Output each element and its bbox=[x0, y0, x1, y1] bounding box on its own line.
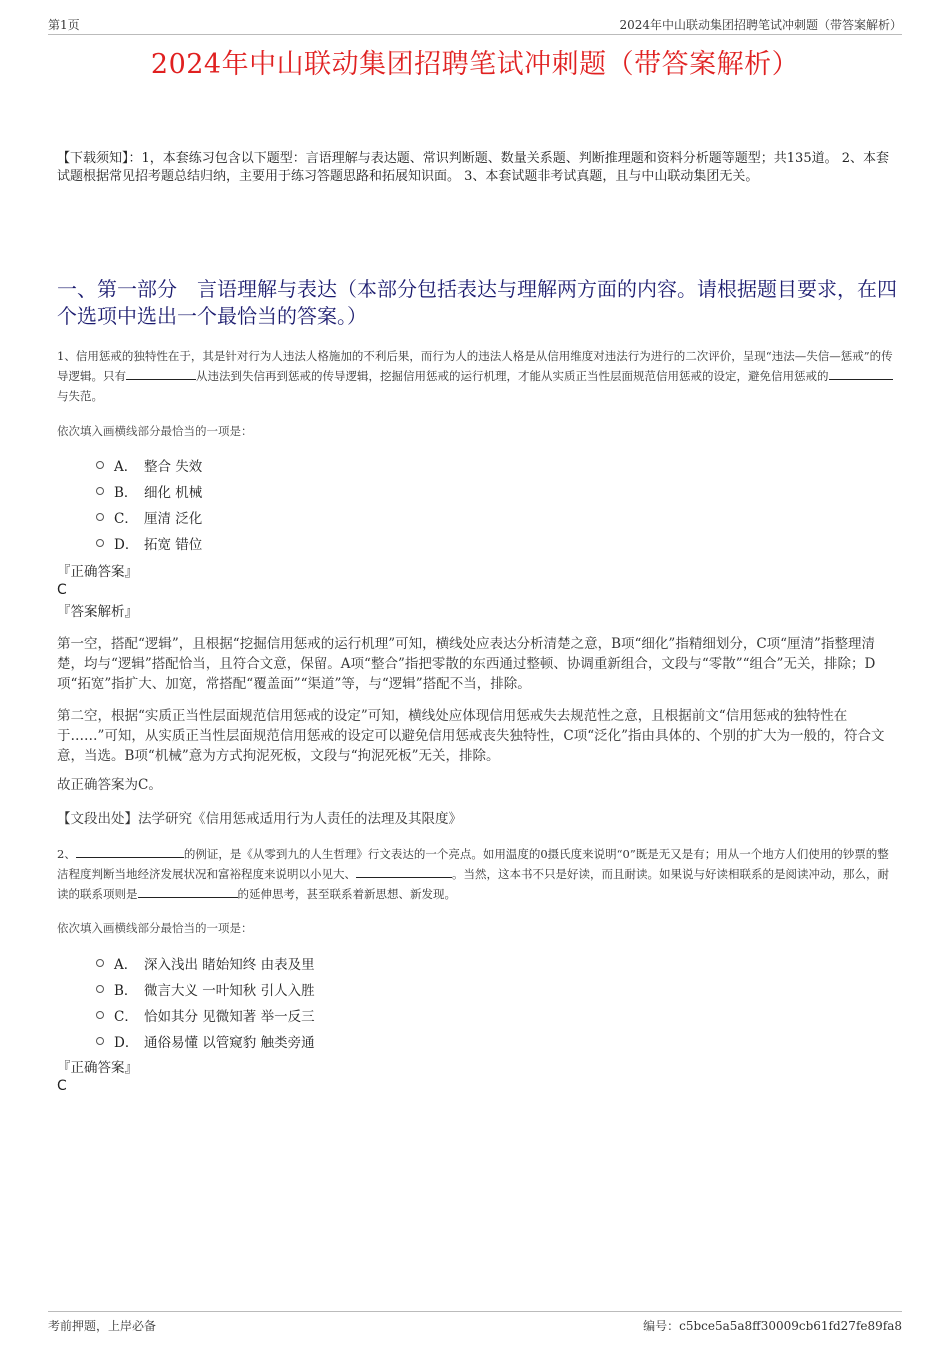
fill-blank bbox=[829, 367, 893, 380]
option-d[interactable]: D． 通俗易懂 以管窥豹 触类旁通 bbox=[96, 1028, 315, 1054]
radio-icon[interactable] bbox=[96, 461, 104, 469]
fill-blank bbox=[356, 865, 452, 878]
option-d[interactable]: D． 拓宽 错位 bbox=[96, 530, 202, 556]
footer-slogan: 考前押题，上岸必备 bbox=[48, 1319, 157, 1333]
analysis-label: 『答案解析』 bbox=[57, 604, 138, 620]
radio-icon[interactable] bbox=[96, 959, 104, 967]
radio-icon[interactable] bbox=[96, 513, 104, 521]
option-c[interactable]: C． 厘清 泛化 bbox=[96, 504, 202, 530]
question-2-prompt: 依次填入画横线部分最恰当的一项是： bbox=[57, 921, 253, 935]
fill-blank bbox=[126, 367, 196, 380]
question-1-options bbox=[96, 452, 202, 556]
analysis-paragraph-2: 第二空，根据“实质正当性层面规范信用惩戒的设定”可知，横线处应体现信用惩戒失去规范性之意，且根据前文“信用惩戒的独特性在于……”可知，从实质正当性层面规范信用惩戒的设定可以避免信用惩戒丧失独特性，C项“泛化”指由具体的、个别的扩大为一般的，符合文意，当选。B项“机械”意为方式拘泥死板，文段与“拘泥死板”无关，排除。 bbox=[57, 708, 885, 764]
option-a[interactable]: A． 整合 失效 bbox=[96, 452, 202, 478]
radio-icon[interactable] bbox=[96, 487, 104, 495]
question-1-stem: 1、信用惩戒的独特性在于，其是针对行为人违法人格施加的不利后果，而行为人的违法人格是从信用维度对违法行为进行的二次评价，呈现“违法—失信—惩戒”的传导逻辑。只有 从违法到失信再到惩戒的传导逻辑，挖掘信用惩戒的运行机理，才能从实质正当性层面规范信用惩戒的设定，避免信用惩戒的与失范。 bbox=[57, 349, 893, 403]
question-2-stem: 2、 的例证，是《从零到九的人生哲理》行文表达的一个亮点。如用温度的0摄氏度来说明“0”既是无又是有；用从一个地方人们使用的钞票的整洁程度判断当地经济发展状况和富裕程度来说明以小见大、 。当然，这本书不只是好读，而且耐读。如果说与好读相联系的是阅读冲动，那么，耐读的联系项则是 的延伸思考，甚至联系着新思想、新发现。 bbox=[57, 847, 889, 901]
page-number: 第1页 bbox=[48, 18, 80, 32]
option-a[interactable]: A． 深入浅出 睹始知终 由表及里 bbox=[96, 950, 315, 976]
answer-value: C bbox=[57, 1078, 67, 1094]
analysis-source: 【文段出处】法学研究《信用惩戒适用行为人责任的法理及其限度》 bbox=[57, 811, 462, 827]
answer-label: 『正确答案』 bbox=[57, 564, 138, 580]
page-title: 2024年中山联动集团招聘笔试冲刺题（带答案解析） bbox=[150, 49, 800, 80]
fill-blank bbox=[76, 845, 184, 858]
page-header bbox=[48, 14, 902, 35]
analysis-conclusion: 故正确答案为C。 bbox=[57, 777, 162, 793]
option-b[interactable]: B． 微言大义 一叶知秋 引人入胜 bbox=[96, 976, 315, 1002]
question-2-options bbox=[96, 950, 315, 1054]
radio-icon[interactable] bbox=[96, 539, 104, 547]
option-b[interactable]: B． 细化 机械 bbox=[96, 478, 202, 504]
document-id: 编号：c5bce5a5a8ff30009cb61fd27fe89fa8 bbox=[643, 1319, 902, 1333]
answer-label: 『正确答案』 bbox=[57, 1060, 138, 1076]
section-heading: 一、第一部分 言语理解与表达（本部分包括表达与理解两方面的内容。请根据题目要求，在四个选项中选出一个最恰当的答案。） bbox=[57, 277, 897, 328]
download-notice: 【下载须知】：1，本套练习包含以下题型：言语理解与表达题、常识判断题、数量关系题、判断推理题和资料分析题等题型；共135道。 2、本套试题根据常见招考题总结归纳，主要用于练习答题思路和拓展知识面。 3、本套试题非考试真题，且与中山联动集团无关。 bbox=[57, 151, 889, 184]
radio-icon[interactable] bbox=[96, 1011, 104, 1019]
radio-icon[interactable] bbox=[96, 1037, 104, 1045]
analysis-paragraph-1: 第一空，搭配“逻辑”，且根据“挖掘信用惩戒的运行机理”可知，横线处应表达分析清楚之意，B项“细化”指精细划分，C项“厘清”指整理清楚，均与“逻辑”搭配恰当，且符合文意，保留。A项“整合”指把零散的东西通过整顿、协调重新组合，文段与“零散”“组合”无关，排除；D项“拓宽”指扩大、加宽，常搭配“覆盖面”“渠道”等，与“逻辑”搭配不当，排除。 bbox=[57, 636, 876, 692]
page-footer bbox=[48, 1311, 902, 1338]
header-doc-title: 2024年中山联动集团招聘笔试冲刺题（带答案解析） bbox=[619, 18, 902, 32]
fill-blank bbox=[138, 885, 238, 898]
radio-icon[interactable] bbox=[96, 985, 104, 993]
answer-value: C bbox=[57, 582, 67, 598]
question-1-prompt: 依次填入画横线部分最恰当的一项是： bbox=[57, 424, 253, 438]
option-c[interactable]: C． 恰如其分 见微知著 举一反三 bbox=[96, 1002, 315, 1028]
